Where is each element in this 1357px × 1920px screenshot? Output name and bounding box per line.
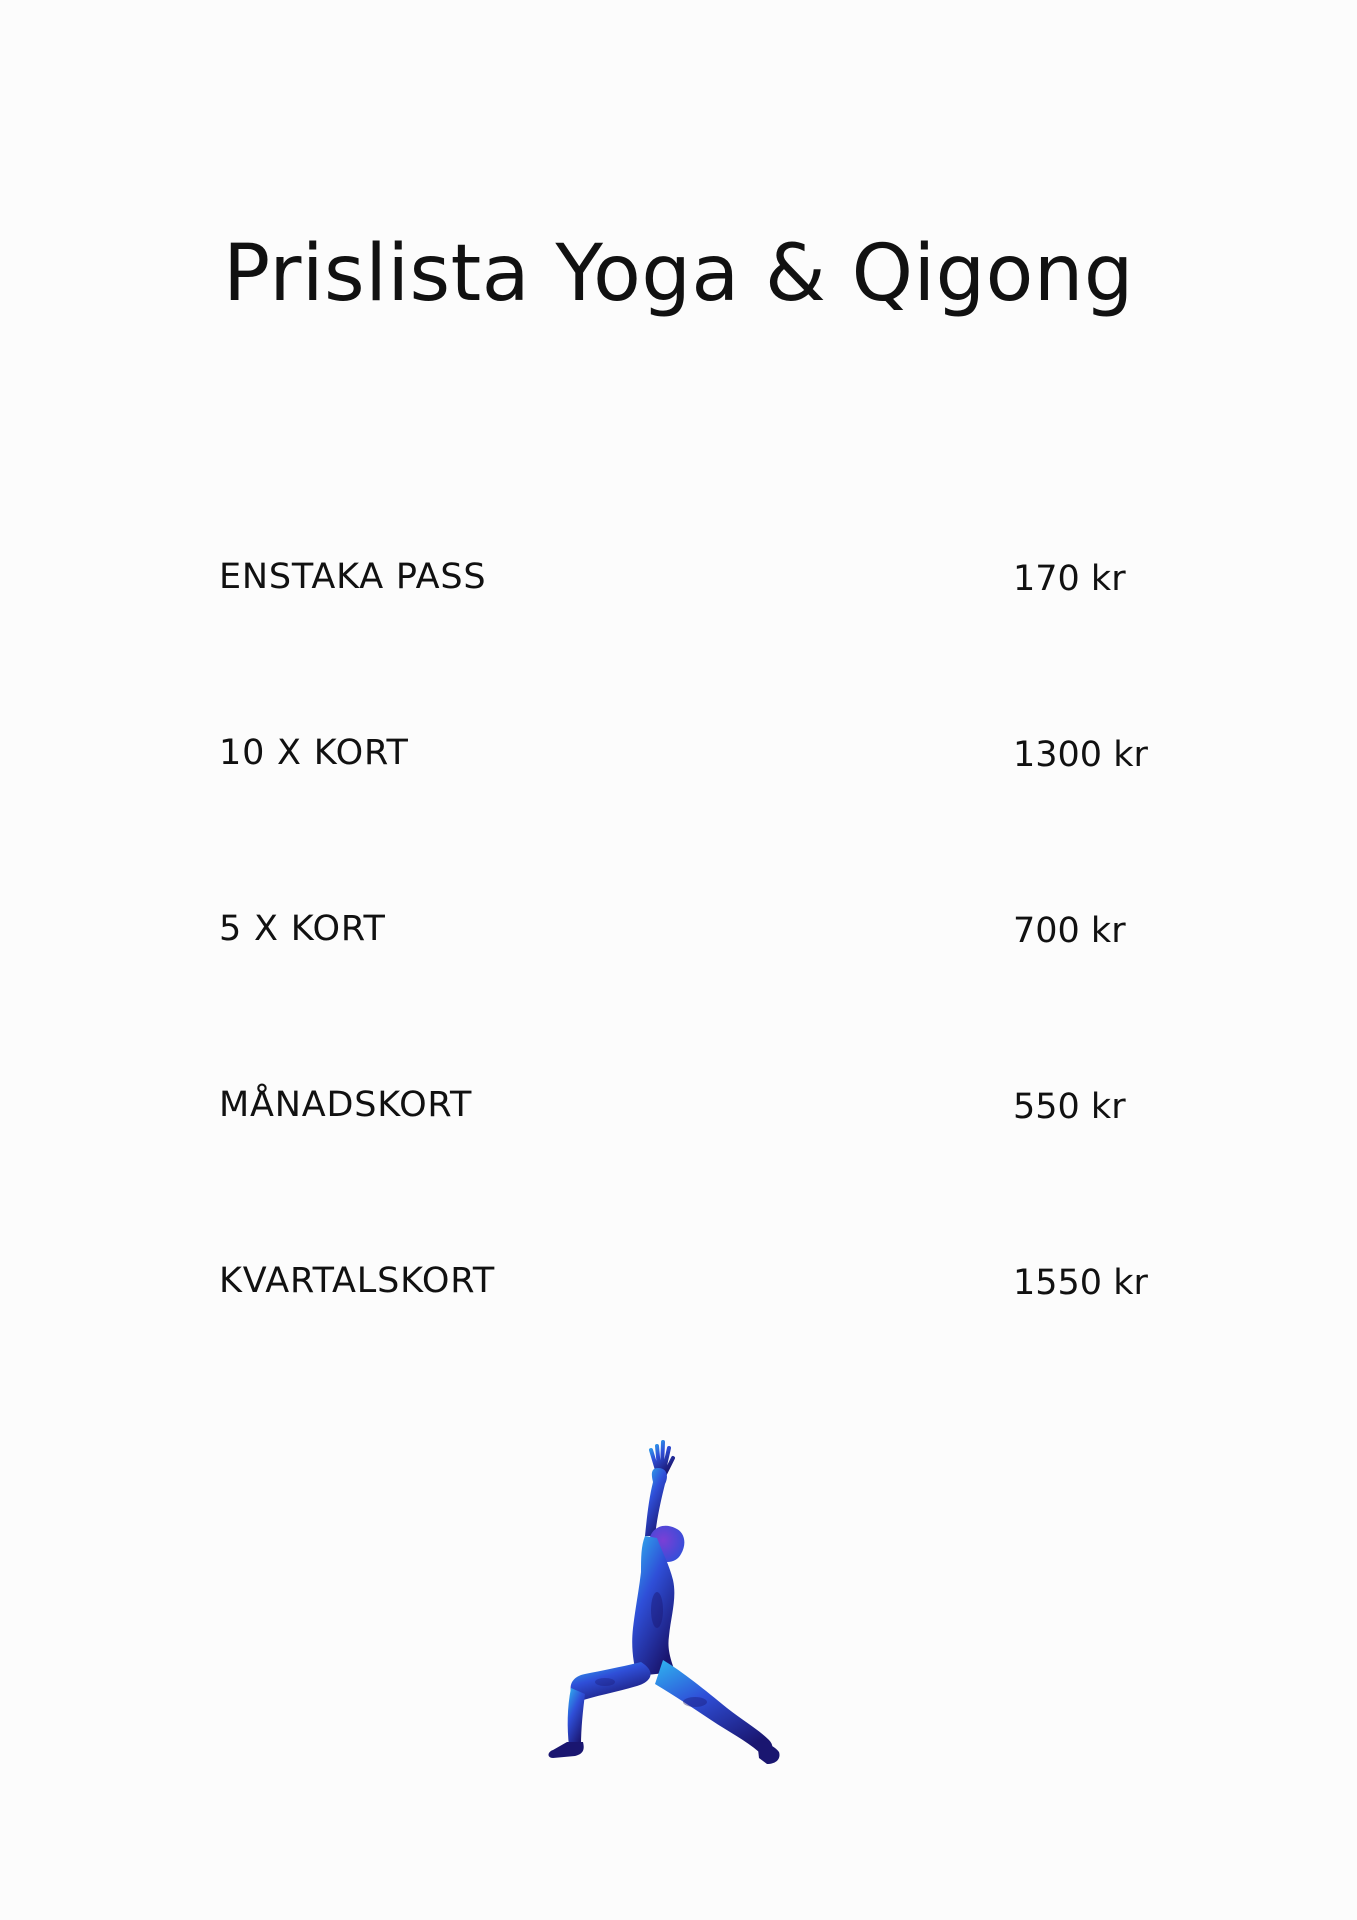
price-item-name: MÅNADSKORT bbox=[219, 1085, 473, 1125]
page-title: Prislista Yoga & Qigong bbox=[223, 229, 1134, 319]
price-row-10x-kort bbox=[219, 728, 1169, 904]
price-item-value: 170 kr bbox=[1013, 559, 1126, 599]
price-list bbox=[219, 552, 1169, 1432]
yoga-figure-icon bbox=[545, 1440, 815, 1790]
price-row-manadskort bbox=[219, 1080, 1169, 1256]
price-row-5x-kort bbox=[219, 904, 1169, 1080]
yoga-figure-illustration bbox=[545, 1440, 815, 1790]
price-row-kvartalskort bbox=[219, 1256, 1169, 1432]
price-item-name: KVARTALSKORT bbox=[219, 1261, 496, 1301]
price-item-value: 1550 kr bbox=[1013, 1263, 1148, 1303]
price-row-enstaka-pass bbox=[219, 552, 1169, 728]
price-item-value: 550 kr bbox=[1013, 1087, 1126, 1127]
price-item-name: ENSTAKA PASS bbox=[219, 557, 487, 597]
price-item-value: 700 kr bbox=[1013, 911, 1126, 951]
price-item-name: 5 X KORT bbox=[219, 909, 386, 949]
price-item-name: 10 X KORT bbox=[219, 733, 409, 773]
price-item-value: 1300 kr bbox=[1013, 735, 1148, 775]
